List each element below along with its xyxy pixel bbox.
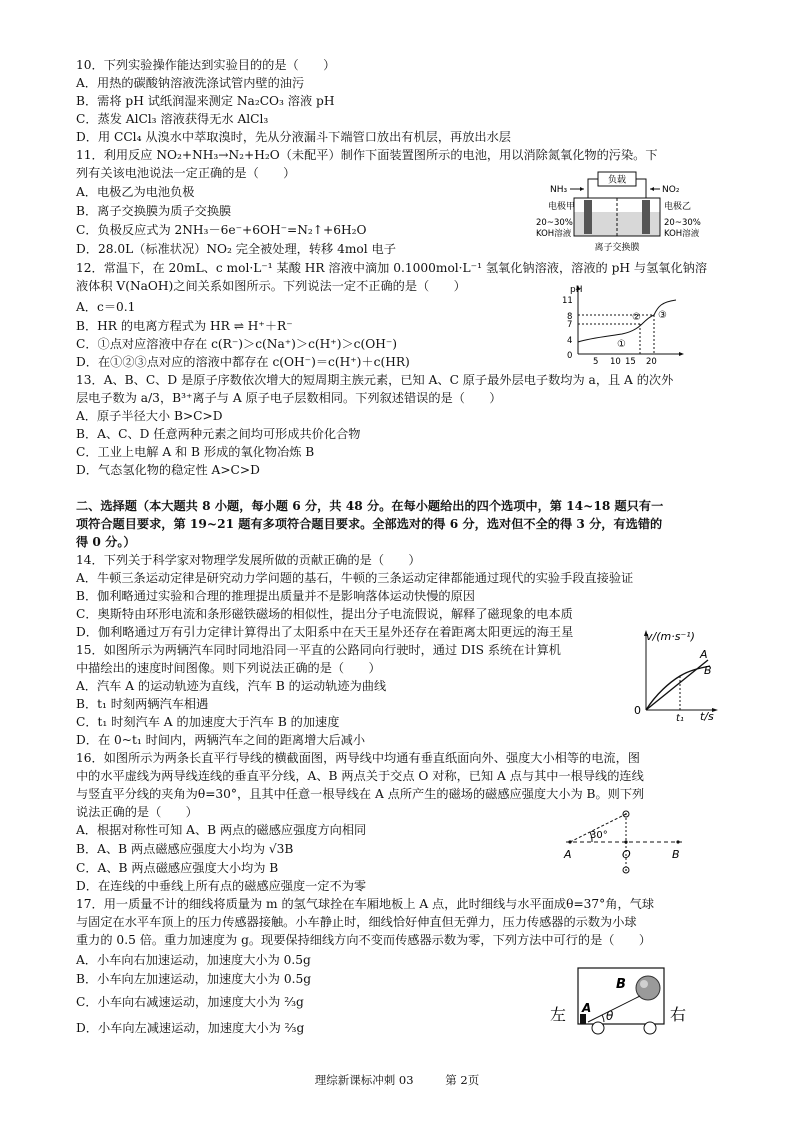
q15-stem-1: 15．如图所示为两辆汽车同时同地沿同一平直的公路同向行驶时，通过 DIS 系统在计算机: [76, 643, 561, 657]
titration-curve: [578, 300, 676, 342]
t-axis-label: t/s: [700, 710, 714, 723]
section2-line-3: 得 0 分。）: [76, 535, 136, 549]
ytick-0: 0: [567, 351, 573, 361]
section2-line-1: 二、选择题（本大题共 8 小题，每小题 6 分，共 48 分。在每小题给出的四个选项中，第 14~18 题只有一: [76, 499, 664, 513]
q16-option-a: A．根据对称性可知 A、B 两点的磁感应强度方向相同: [76, 823, 367, 837]
ytick-4: 4: [567, 336, 573, 346]
q15-option-a: A．汽车 A 的运动轨迹为直线，汽车 B 的运动轨迹为曲线: [76, 679, 387, 693]
curve-a-label: A: [700, 648, 708, 661]
rear-wheel: [644, 1022, 656, 1034]
membrane-label: 离子交换膜: [594, 243, 640, 253]
q16-option-b: B．A、B 两点磁感应强度大小均为 √3B: [76, 842, 294, 856]
q17-option-c: C．小车向右减速运动，加速度大小为 ⅔g: [76, 995, 304, 1009]
xtick-20: 20: [646, 357, 657, 367]
q17-option-b: B．小车向左加速运动，加速度大小为 0.5g: [76, 972, 312, 986]
footer-page: 第 2页: [445, 1073, 480, 1087]
q13-option-a: A．原子半径大小 B>C>D: [76, 409, 223, 423]
ph-axis-label: pH: [570, 285, 583, 295]
q17-option-a: A．小车向右加速运动，加速度大小为 0.5g: [76, 953, 311, 967]
point-a-label: A: [564, 848, 572, 861]
q17-stem-3: 重力的 0.5 倍。重力加速度为 g。现要保持细线方向不变而传感器示数为零，下列方法中可行的是（ ）: [76, 933, 652, 947]
q14-option-b: B．伽利略通过实验和合理的推理提出质量并不是影响落体运动快慢的原因: [76, 589, 475, 603]
q11-stem-1: 11．利用反应 NO₂+NH₃→N₂+H₂O（未配平）制作下面装置图所示的电池，用以消除氮氧化物的污染。下: [76, 148, 658, 162]
section2-line-2: 项符合题目要求，第 19~21 题有多项符合题目要求。全部选对的得 6 分，选对但不全的得 3 分，有选错的: [76, 517, 663, 531]
velocity-time-chart: [634, 624, 720, 724]
q15-stem-2: 中描绘出的速度时间图像。则下列说法正确的是（ ）: [76, 661, 381, 675]
q10-option-b: B．需将 pH 试纸润湿来测定 Na₂CO₃ 溶液 pH: [76, 94, 335, 108]
point-1: ①: [617, 339, 626, 350]
q12-stem-1: 12．常温下，在 20mL、c mol·L⁻¹ 某酸 HR 溶液中滴加 0.1000mol·L⁻¹ 氢氧化钠溶液，溶液的 pH 与氢氧化钠溶: [76, 261, 708, 275]
q16-stem-3: 与竖直平分线的夹角为θ=30°，且其中任意一根导线在 A 点所产生的磁场的磁感应强度大小为 B。则下列: [76, 787, 645, 801]
ytick-7: 7: [567, 320, 573, 330]
q11-stem-2: 列有关该电池说法一定正确的是（ ）: [76, 166, 296, 180]
xtick-5: 5: [593, 357, 599, 367]
q14-option-a: A．牛顿三条运动定律是研究动力学问题的基石，牛顿的三条运动定律都能通过现代的实验手段直接验证: [76, 571, 634, 585]
q10-option-c: C．蒸发 AlCl₃ 溶液获得无水 AlCl₃: [76, 112, 269, 126]
anchor-block: [580, 1014, 586, 1024]
solution-left-pct: 20~30%: [536, 218, 573, 228]
q12-stem-2: 液体积 V(NaOH)之间关系如图所示。下列说法一定不正确的是（ ）: [76, 279, 466, 293]
right-label: 右: [670, 1005, 687, 1024]
q12-option-b: B．HR 的电离方程式为 HR ⇌ H⁺＋R⁻: [76, 319, 293, 333]
nh3-label: NH₃: [550, 185, 568, 195]
q16-stem-1: 16．如图所示为两条长直平行导线的横截面图，两导线中均通有垂直纸面向外、强度大小相等的电流，图: [76, 751, 640, 765]
q11-option-b: B．离子交换膜为质子交换膜: [76, 204, 232, 218]
q11-option-c: C．负极反应式为 2NH₃－6e⁻+6OH⁻=N₂↑+6H₂O: [76, 223, 367, 237]
balloon-b-label: B: [616, 977, 626, 992]
q13-stem-1: 13．A、B、C、D 是原子序数依次增大的短周期主族元素，已知 A、C 原子最外层电子数均为 a，且 A 的次外: [76, 373, 674, 387]
xtick-10: 10: [610, 357, 621, 367]
page-footer: [0, 1072, 794, 1088]
battery-diagram: [534, 170, 704, 262]
v-axis-label: v/(m·s⁻¹): [646, 630, 695, 643]
theta-label: θ: [606, 1009, 614, 1023]
q10-option-a: A．用热的碳酸钠溶液洗涤试管内壁的油污: [76, 76, 305, 90]
q12-option-a: A．c＝0.1: [76, 300, 136, 314]
electrode-b-label: 电极乙: [664, 202, 692, 212]
origin-label: 0: [634, 704, 641, 717]
curve-b-line: [646, 666, 710, 710]
curve-a-line: [646, 660, 708, 710]
q15-option-c: C．t₁ 时刻汽车 A 的加速度大于汽车 B 的加速度: [76, 715, 340, 729]
t1-label: t₁: [676, 713, 684, 724]
q15-option-b: B．t₁ 时刻两辆汽车相遇: [76, 697, 209, 711]
point-b-label: B: [672, 848, 680, 861]
q11-option-d: D．28.0L（标准状况）NO₂ 完全被处理，转移 4mol 电子: [76, 242, 396, 256]
point-o-label: O: [622, 848, 631, 861]
q15-option-d: D．在 0~t₁ 时间内，两辆汽车之间的距离增大后减小: [76, 733, 366, 747]
footer-title: 理综新课标冲刺 03: [314, 1073, 414, 1087]
q13-option-c: C．工业上电解 A 和 B 形成的氧化物冶炼 B: [76, 445, 315, 459]
q13-stem-2: 层电子数为 a/3，B³⁺离子与 A 原子电子层数相同。下列叙述错误的是（ ）: [76, 391, 502, 405]
q17-stem-2: 与固定在水平车顶上的压力传感器接触。小车静止时，细线恰好伸直但无弹力，压力传感器的示数为小球: [76, 915, 637, 929]
q16-option-d: D．在连线的中垂线上所有点的磁感应强度一定不为零: [76, 879, 367, 893]
load-label: 负载: [607, 175, 627, 186]
no2-label: NO₂: [662, 185, 680, 195]
cart-balloon-diagram: [548, 960, 698, 1040]
q14-stem: 14．下列关于科学家对物理学发展所做的贡献正确的是（ ）: [76, 553, 421, 567]
ytick-8: 8: [567, 312, 573, 322]
xtick-15: 15: [625, 357, 636, 367]
front-wheel: [592, 1022, 604, 1034]
solution-right-pct: 20~30%: [664, 218, 701, 228]
q11-option-a: A．电极乙为电池负极: [76, 185, 195, 199]
q12-option-c: C．①点对应溶液中存在 c(R⁻)＞c(Na⁺)＞c(H⁺)＞c(OH⁻): [76, 337, 398, 351]
titration-chart: [558, 282, 690, 370]
q14-option-d: D．伽利略通过万有引力定律计算得出了太阳系中在天王星外还存在着距离太阳更远的海王星: [76, 625, 574, 639]
q16-stem-2: 中的水平虚线为两导线连线的垂直平分线，A、B 两点关于交点 O 对称，已知 A 点与其中一根导线的连线: [76, 769, 644, 783]
q16-option-c: C．A、B 两点磁感应强度大小均为 B: [76, 861, 279, 875]
wires-diagram: [556, 806, 696, 876]
q17-option-d: D．小车向左减速运动，加速度大小为 ⅔g: [76, 1021, 305, 1035]
curve-b-label: B: [704, 664, 712, 677]
q10-stem: 10．下列实验操作能达到实验目的的是（ ）: [76, 58, 336, 72]
point-2: ②: [632, 312, 641, 323]
q17-stem-1: 17．用一质量不计的细线将质量为 m 的氢气球拴在车厢地板上 A 点，此时细线与水平面成θ=37°角，气球: [76, 897, 655, 911]
point-3: ③: [658, 310, 667, 321]
q10-option-d: D．用 CCl₄ 从溴水中萃取溴时，先从分液漏斗下端管口放出有机层，再放出水层: [76, 130, 511, 144]
solution-right-name: KOH溶液: [664, 229, 700, 239]
angle-label: 30°: [590, 830, 608, 841]
left-label: 左: [550, 1005, 567, 1024]
q16-stem-4: 说法正确的是（ ）: [76, 805, 198, 819]
solution-left-name: KOH溶液: [536, 229, 572, 239]
electrode-a-label: 电极甲: [548, 202, 576, 212]
point-a-label: A: [582, 1001, 592, 1015]
q12-option-d: D．在①②③点对应的溶液中都存在 c(OH⁻)＝c(H⁺)＋c(HR): [76, 355, 410, 369]
q14-option-c: C．奥斯特由环形电流和条形磁铁磁场的相似性，提出分子电流假说，解释了磁现象的电本质: [76, 607, 573, 621]
ytick-11: 11: [562, 296, 573, 306]
q13-option-b: B．A、C、D 任意两种元素之间均可形成共价化合物: [76, 427, 361, 441]
q13-option-d: D．气态氢化物的稳定性 A>C>D: [76, 463, 260, 477]
